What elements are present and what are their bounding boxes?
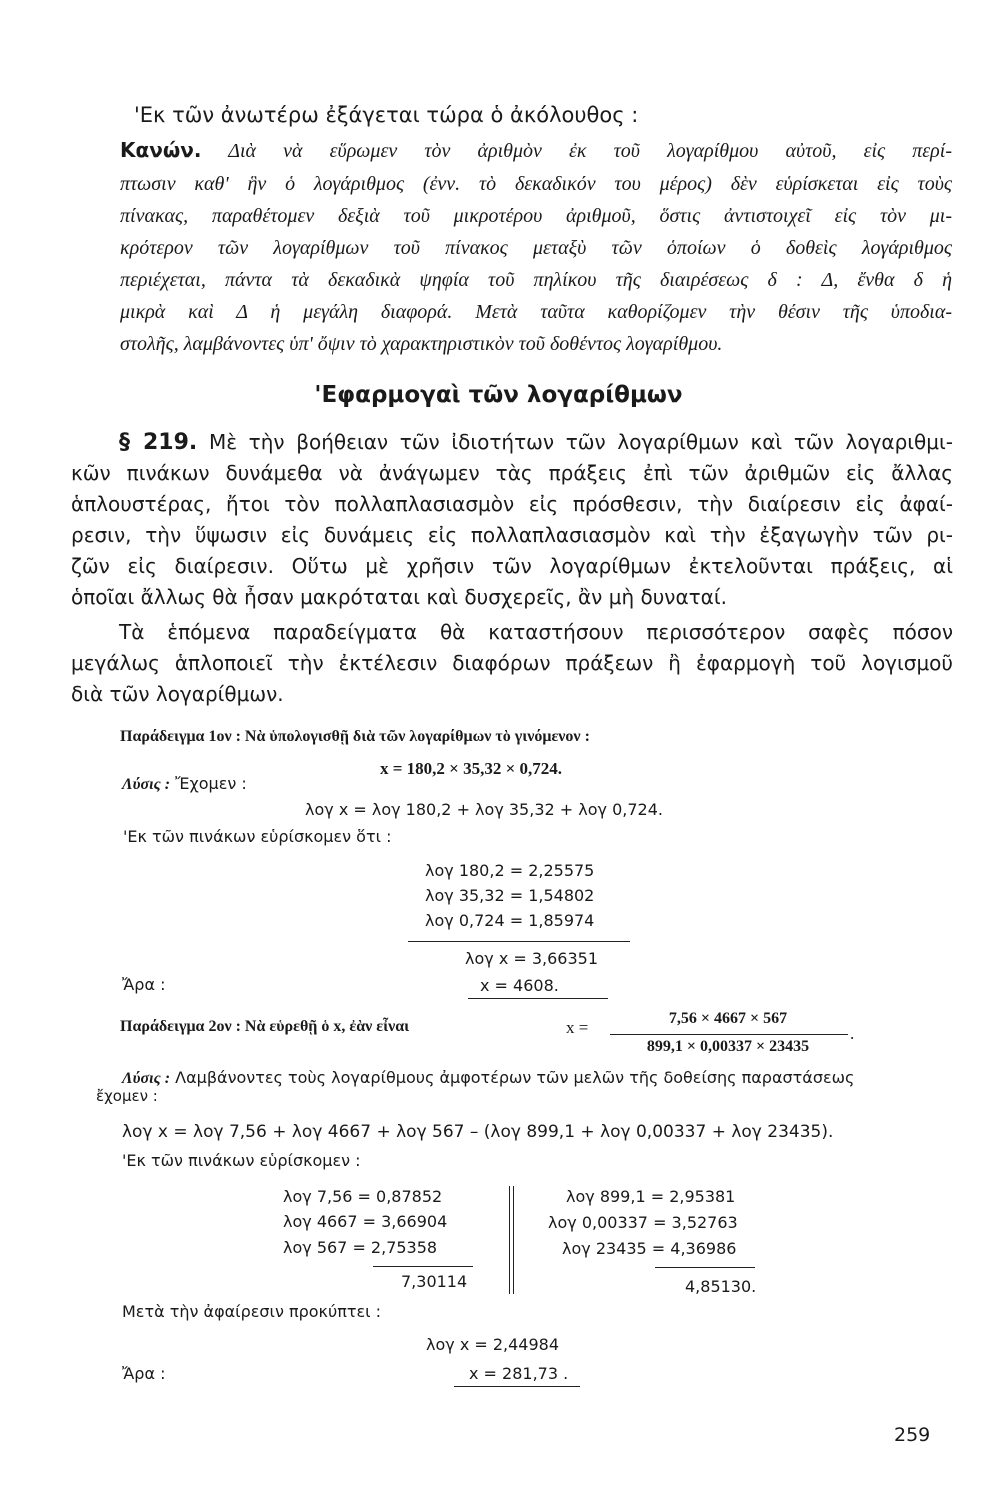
rule-line: πίνακας, παραθέτομεν δεξιὰ τοῦ μικροτέρου ἀριθμοῦ, ὅστις ἀντιστοιχεῖ εἰς τὸν μι- xyxy=(120,205,952,227)
solution-label: Λύσις : xyxy=(122,776,171,793)
example2-left-row: λογ 4667 = 3,66904 xyxy=(283,1212,448,1231)
example1-row: λογ 0,724 = 1,85974 xyxy=(425,911,595,930)
sum-rule xyxy=(408,941,630,942)
rule-line: Διὰ νὰ εὕρωμεν τὸν ἀριθμὸν ἐκ τοῦ λογαρίθμου αὐτοῦ, εἰς περί- xyxy=(228,140,952,162)
example1-tables-line: 'Εκ τῶν πινάκων εὑρίσκομεν ὅτι : xyxy=(123,827,392,846)
section-line: ζῶν εἰς διαίρεσιν. Οὕτω μὲ χρῆσιν τῶν λογαρίθμων ἐκτελοῦνται πράξεις, αἱ xyxy=(71,554,953,578)
rule-line: κρότερον τῶν λογαρίθμων τοῦ πίνακος μεταξὺ τῶν ὁποίων ὁ δοθεὶς λογάριθμος xyxy=(120,237,952,259)
solution-text: Ἔχομεν : xyxy=(175,774,247,793)
example2-x-eq: x = xyxy=(566,1018,589,1037)
example2-right-total: 4,85130. xyxy=(685,1277,757,1296)
rule-line: πτωσιν καθ' ἣν ὁ λογάριθμος (ἐνν. τὸ δεκαδικόν του μέρος) δὲν εὑρίσκεται εἰς τοὺς xyxy=(120,173,952,195)
page-number: 259 xyxy=(894,1424,931,1446)
example2-solution xyxy=(122,1068,854,1088)
example1-log-sum: λογ x = λογ 180,2 + λογ 35,32 + λογ 0,724. xyxy=(305,800,663,819)
section-line: ρεσιν, τὴν ὕψωσιν εἰς δυνάμεις εἰς πολλαπλασιασμὸν καὶ τὴν ἐξαγωγὴν τῶν ρι- xyxy=(71,523,953,547)
example1-title: Παράδειγμα 1ον : Νὰ ὑπολογισθῇ διὰ τῶν λογαρίθμων τὸ γινόμενον : xyxy=(120,728,590,745)
example1-solution xyxy=(122,774,247,794)
rule-line: μικρὰ καὶ Δ ἡ μεγάλη διαφορά. Μετὰ ταῦτα καθορίζομεν τὴν θέσιν τῆς ὑποδια- xyxy=(120,301,952,323)
example2-tables-line: 'Εκ τῶν πινάκων εὑρίσκομεν : xyxy=(122,1151,361,1170)
section-line: ἁπλουστέρας, ἤτοι τὸν πολλαπλασιασμὸν εἰς πρόσθεσιν, τὴν διαίρεσιν εἰς ἀφαί- xyxy=(71,492,953,516)
section-line: μεγάλως ἁπλοποιεῖ τὴν ἐκτέλεσιν διαφόρων πράξεων ἢ ἐφαρμογὴ τοῦ λογισμοῦ xyxy=(71,651,953,675)
rule-line: περιέχεται, πάντα τὰ δεκαδικὰ ψηφία τοῦ πηλίκου τῆς διαιρέσεως δ : Δ, ἔνθα δ ἡ xyxy=(120,269,952,291)
section-line: Μὲ τὴν βοήθειαν τῶν ἰδιοτήτων τῶν λογαρίθμων καὶ τῶν λογαριθμι- xyxy=(208,430,953,454)
example1-ara: Ἄρα : xyxy=(122,975,166,994)
section-219 xyxy=(71,427,953,613)
example2-denominator: 899,1 × 0,00337 × 23435 xyxy=(646,1038,810,1055)
column-divider xyxy=(513,1186,514,1294)
final-result-rule xyxy=(454,1386,580,1387)
example2-after-sub: Μετὰ τὴν ἀφαίρεσιν προκύπτει : xyxy=(122,1302,382,1321)
example2-title: Παράδειγμα 2ον : Νὰ εὑρεθῇ ὁ x, ἐὰν εἶναι xyxy=(120,1018,410,1035)
example2-right-row: λογ 0,00337 = 3,52763 xyxy=(548,1213,738,1232)
example2-right-row: λογ 899,1 = 2,95381 xyxy=(566,1187,736,1206)
example1-row: λογ 180,2 = 2,25575 xyxy=(425,861,595,880)
example1-total: λογ x = 3,66351 xyxy=(465,949,599,968)
section-line: κῶν πινάκων δυνάμεθα νὰ ἀνάγωμεν τὰς πράξεις ἐπὶ τῶν ἀριθμῶν εἰς ἄλλας xyxy=(71,461,953,485)
example2-period: . xyxy=(850,1024,855,1043)
section-line: Τὰ ἑπόμενα παραδείγματα θὰ καταστήσουν περισσότερον σαφὲς πόσον xyxy=(119,620,953,644)
left-sum-rule xyxy=(373,1266,473,1267)
section-paragraph-2 xyxy=(71,617,953,710)
section-line: ὁποῖαι ἄλλως θὰ ἦσαν μακρόταται καὶ δυσχερεῖς, ἂν μὴ δυναταί. xyxy=(71,585,727,609)
section-heading: 'Εφαρμογαὶ τῶν λογαρίθμων xyxy=(314,382,683,408)
example2-ara: Ἄρα : xyxy=(122,1364,166,1383)
fraction-rule xyxy=(610,1034,848,1035)
example2-left-total: 7,30114 xyxy=(401,1272,468,1291)
section-line: διὰ τῶν λογαρίθμων. xyxy=(71,682,284,706)
example1-row: λογ 35,32 = 1,54802 xyxy=(425,886,595,905)
example2-log-result: λογ x = 2,44984 xyxy=(426,1335,560,1354)
section-number: § 219. xyxy=(119,430,198,455)
rule-paragraph xyxy=(120,133,952,360)
solution-label: Λύσις : xyxy=(122,1070,171,1087)
example2-result: x = 281,73 . xyxy=(469,1364,569,1383)
example2-numerator: 7,56 × 4667 × 567 xyxy=(668,1010,788,1027)
example2-log-eq: λογ x = λογ 7,56 + λογ 4667 + λογ 567 – (λογ 899,1 + λογ 0,00337 + λογ 23435). xyxy=(122,1122,834,1142)
example1-result: x = 4608. xyxy=(480,976,559,995)
intro-line: 'Εκ τῶν ἀνωτέρω ἐξάγεται τώρα ὁ ἀκόλουθος : xyxy=(134,103,639,127)
example2-solution-cont: ἔχομεν : xyxy=(96,1087,158,1105)
rule-label: Κανών. xyxy=(120,138,202,162)
result-rule xyxy=(468,998,608,999)
example2-left-row: λογ 7,56 = 0,87852 xyxy=(283,1187,443,1206)
example2-right-row: λογ 23435 = 4,36986 xyxy=(562,1239,737,1258)
solution-text: Λαμβάνοντες τοὺς λογαρίθμους ἀμφοτέρων τῶν μελῶν τῆς δοθείσης παραστάσεως xyxy=(175,1068,855,1087)
example1-formula: x = 180,2 × 35,32 × 0,724. xyxy=(380,759,563,778)
example2-left-row: λογ 567 = 2,75358 xyxy=(283,1238,438,1257)
right-sum-rule xyxy=(655,1267,755,1268)
column-divider xyxy=(509,1186,510,1294)
rule-line: στολῆς, λαμβάνοντες ὑπ' ὄψιν τὸ χαρακτηριστικὸν τοῦ δοθέντος λογαρίθμου. xyxy=(120,333,723,355)
